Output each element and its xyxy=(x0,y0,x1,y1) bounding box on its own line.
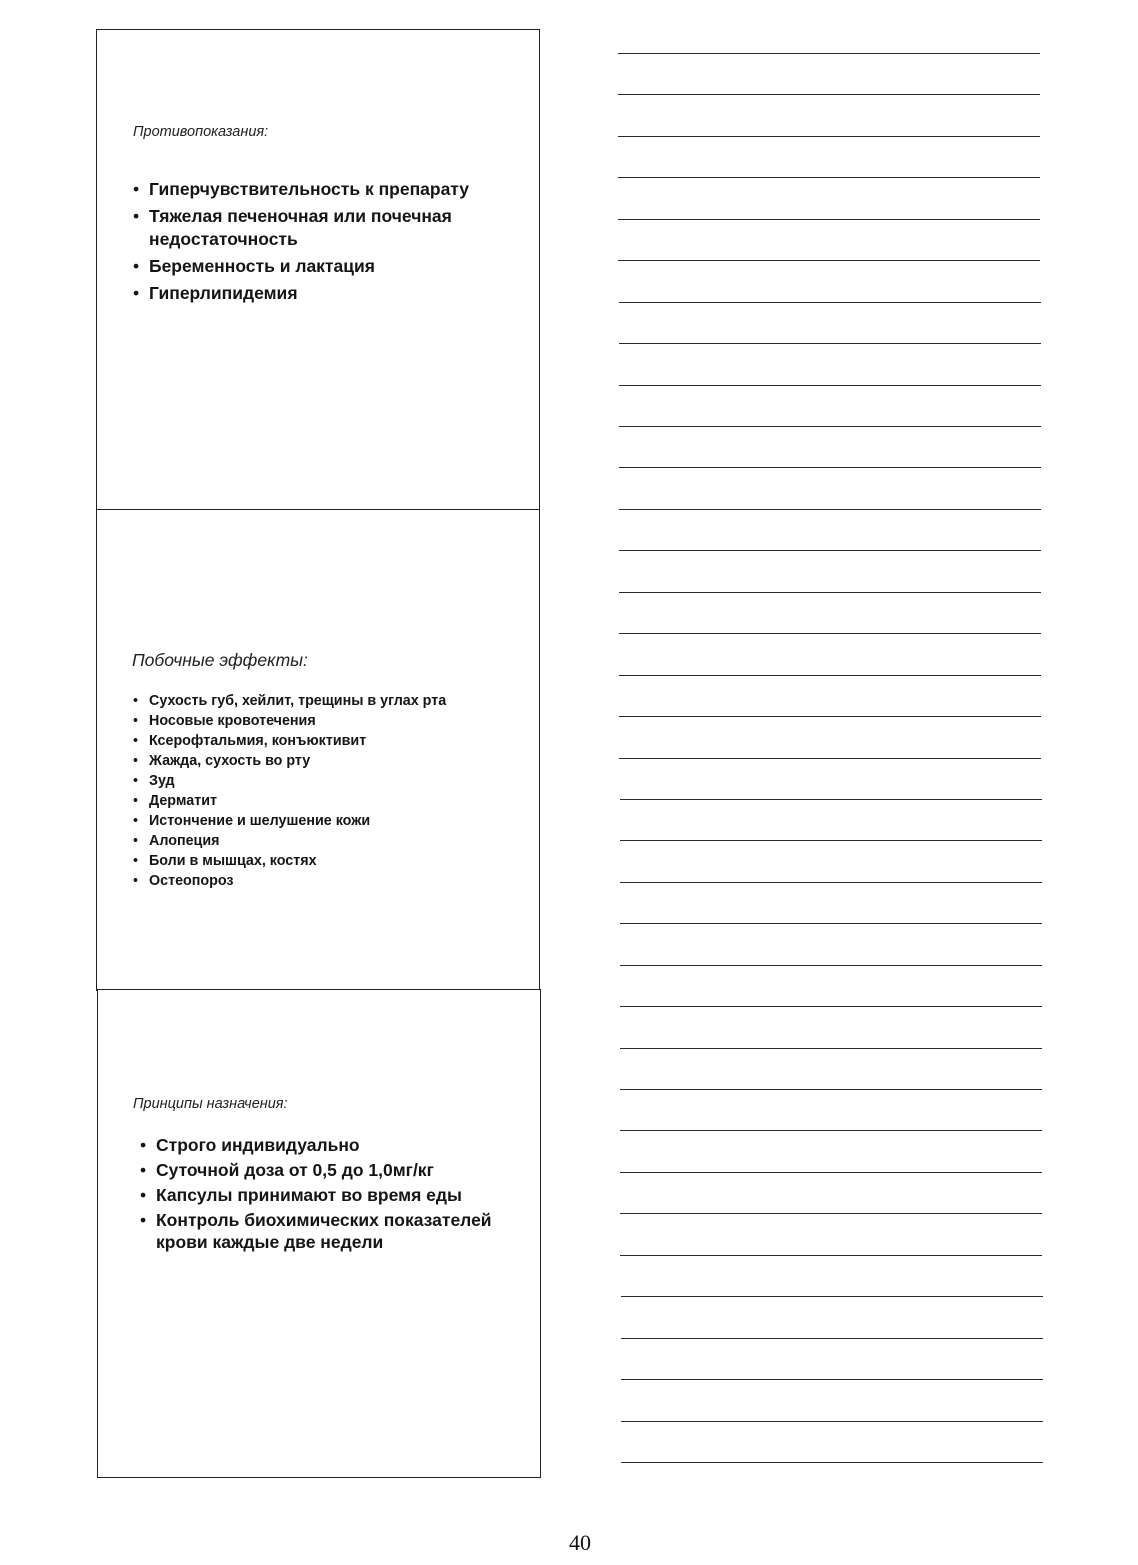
note-line xyxy=(620,1006,1042,1007)
list-item: • Жажда, сухость во рту xyxy=(149,751,529,771)
handout-slides xyxy=(96,29,542,1478)
note-line xyxy=(620,1130,1042,1131)
list-item: • Остеопороз xyxy=(149,871,529,891)
list-item: • Контроль биохимических показателей крови каждые две недели xyxy=(156,1209,526,1253)
list-item: • Ксерофтальмия, конъюктивит xyxy=(149,731,529,751)
note-line xyxy=(619,509,1041,510)
note-line xyxy=(620,1089,1042,1090)
list-item: • Алопеция xyxy=(149,831,529,851)
note-line xyxy=(620,1213,1042,1214)
note-line xyxy=(620,840,1042,841)
note-line xyxy=(621,1462,1043,1463)
note-line xyxy=(619,550,1041,551)
notes-lines xyxy=(618,0,1044,1480)
list-item: • Дерматит xyxy=(149,791,529,811)
slide-heading: Побочные эффекты: xyxy=(132,650,308,670)
note-line xyxy=(619,675,1041,676)
note-line xyxy=(619,426,1041,427)
list-item: • Зуд xyxy=(149,771,529,791)
slide-heading: Принципы назначения: xyxy=(133,1096,288,1112)
note-line xyxy=(619,716,1041,717)
note-line xyxy=(620,1172,1042,1173)
note-line xyxy=(618,219,1040,220)
slide-contraindications xyxy=(96,29,540,511)
bullet-list xyxy=(156,1134,526,1256)
list-item: • Боли в мышцах, костях xyxy=(149,851,529,871)
slide-side-effects xyxy=(96,509,540,991)
note-line xyxy=(620,923,1042,924)
list-item: • Гиперлипидемия xyxy=(149,282,529,305)
slide-heading: Противопоказания: xyxy=(133,124,269,140)
note-line xyxy=(619,758,1041,759)
list-item: • Гиперчувствительность к препарату xyxy=(149,178,529,201)
list-item: • Капсулы принимают во время еды xyxy=(156,1184,526,1206)
note-line xyxy=(619,385,1041,386)
note-line xyxy=(621,1379,1043,1380)
note-line xyxy=(618,260,1040,261)
list-item: • Суточной доза от 0,5 до 1,0мг/кг xyxy=(156,1159,526,1181)
list-item: • Сухость губ, хейлит, трещины в углах рта xyxy=(149,691,529,711)
note-line xyxy=(618,94,1040,95)
page-number: 40 xyxy=(569,1530,591,1555)
note-line xyxy=(621,1338,1043,1339)
note-line xyxy=(619,592,1041,593)
note-line xyxy=(618,53,1040,54)
note-line xyxy=(620,1048,1042,1049)
slide-prescribing-principles xyxy=(97,989,541,1478)
list-item: • Беременность и лактация xyxy=(149,255,529,278)
list-item: • Истончение и шелушение кожи xyxy=(149,811,529,831)
note-line xyxy=(618,136,1040,137)
note-line xyxy=(619,467,1041,468)
note-line xyxy=(621,1421,1043,1422)
bullet-list xyxy=(149,178,529,309)
note-line xyxy=(620,965,1042,966)
list-item: • Тяжелая печеночная или почечная недостаточность xyxy=(149,205,529,251)
list-item: • Строго индивидуально xyxy=(156,1134,526,1156)
note-line xyxy=(618,177,1040,178)
note-line xyxy=(621,1296,1043,1297)
bullet-list xyxy=(149,691,529,891)
list-item: • Носовые кровотечения xyxy=(149,711,529,731)
note-line xyxy=(619,633,1041,634)
note-line xyxy=(619,302,1041,303)
note-line xyxy=(620,1255,1042,1256)
note-line xyxy=(620,799,1042,800)
note-line xyxy=(619,343,1041,344)
note-line xyxy=(620,882,1042,883)
